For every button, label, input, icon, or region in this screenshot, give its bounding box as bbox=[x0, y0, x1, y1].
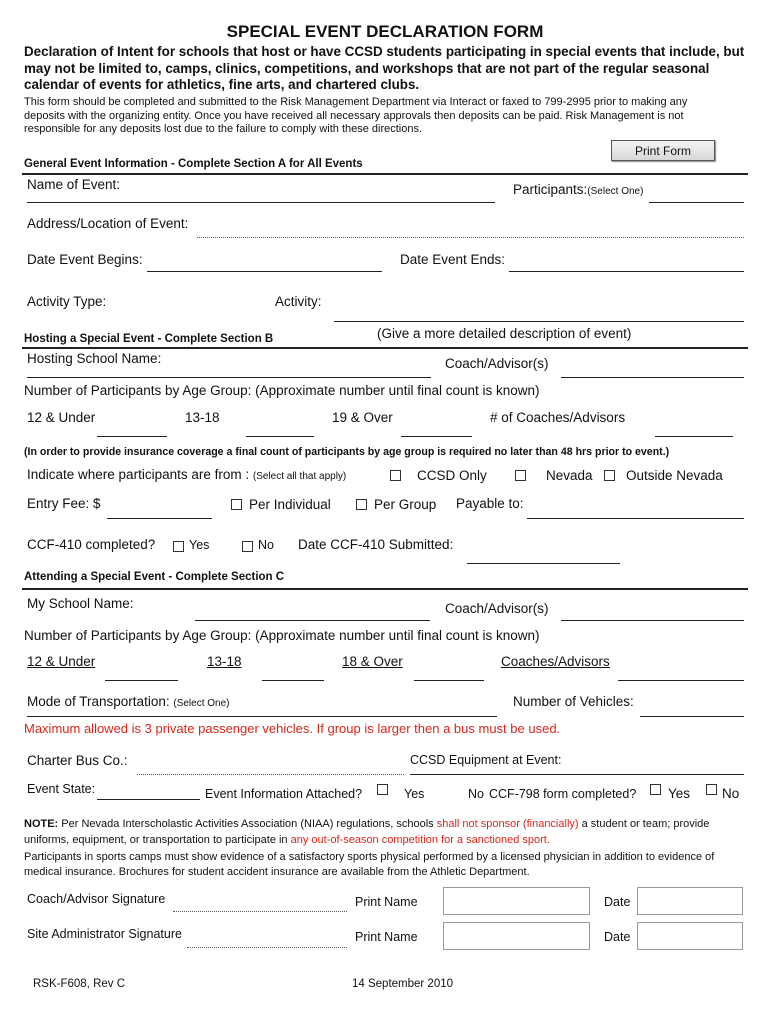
section-b-rule bbox=[22, 347, 748, 349]
event-state-label: Event State: bbox=[27, 782, 96, 796]
ccf410-no-checkbox[interactable] bbox=[242, 541, 253, 552]
intro-text: Declaration of Intent for schools that host or have CCSD students participating in special events that include, but may not be limited to, camps, clinics, competitions, and workshops that are not part of the regular seasonal calendar of events for athletics, fine arts, and chartered clubs. bbox=[24, 44, 745, 92]
niaa-note bbox=[24, 817, 744, 848]
coach-date-label: Date bbox=[604, 895, 631, 909]
name-of-event-label: Name of Event: bbox=[27, 177, 121, 192]
date-ccf410-field[interactable] bbox=[467, 563, 620, 564]
ccf798-label: CCF-798 form completed? bbox=[489, 787, 637, 801]
host-age-19-label: 19 & Over bbox=[332, 410, 393, 425]
insurance-note: (In order to provide insurance coverage a final count of participants by age group is required no later than 48 hrs prior to event.) bbox=[24, 446, 670, 458]
event-info-label: Event Information Attached? bbox=[205, 787, 363, 801]
host-age-19-field[interactable] bbox=[401, 436, 472, 437]
date-ends-label: Date Event Ends: bbox=[400, 252, 506, 267]
attend-age-13-label: 13-18 bbox=[207, 654, 242, 669]
ccsd-equipment-label: CCSD Equipment at Event: bbox=[410, 753, 562, 767]
per-group-checkbox[interactable] bbox=[356, 499, 367, 510]
admin-print-name-input[interactable] bbox=[443, 922, 590, 950]
attend-age-18-label: 18 & Over bbox=[342, 654, 403, 669]
host-age-12-label: 12 & Under bbox=[27, 410, 96, 425]
nevada-checkbox[interactable] bbox=[515, 470, 526, 481]
my-school-field[interactable] bbox=[195, 620, 430, 621]
note-label: NOTE: bbox=[24, 818, 59, 830]
attend-coaches-label: Coaches/Advisors bbox=[501, 654, 610, 669]
form-id: RSK-F608, Rev C bbox=[33, 978, 126, 990]
hosting-school-label: Hosting School Name: bbox=[27, 351, 162, 366]
date-ends-field[interactable] bbox=[509, 271, 744, 272]
ccsd-only-label: CCSD Only bbox=[417, 468, 487, 483]
attend-age-12-field[interactable] bbox=[105, 680, 178, 681]
attend-age-group-label: Number of Participants by Age Group: (Approximate number until final count is known) bbox=[24, 628, 540, 643]
attend-coaches-field[interactable] bbox=[618, 680, 744, 681]
payable-to-label: Payable to: bbox=[456, 496, 524, 511]
transport-select-hint: (Select One) bbox=[173, 698, 230, 709]
per-group-label: Per Group bbox=[374, 497, 437, 512]
name-of-event-field[interactable] bbox=[27, 202, 495, 203]
date-begins-label: Date Event Begins: bbox=[27, 252, 143, 267]
outside-nevada-checkbox[interactable] bbox=[604, 470, 615, 481]
nevada-label: Nevada bbox=[546, 468, 593, 483]
entry-fee-label: Entry Fee: $ bbox=[27, 496, 101, 511]
event-state-field[interactable] bbox=[97, 799, 200, 800]
my-school-label: My School Name: bbox=[27, 596, 134, 611]
coach-date-input[interactable] bbox=[637, 887, 743, 915]
per-individual-checkbox[interactable] bbox=[231, 499, 242, 510]
participants-select-hint: (Select One) bbox=[587, 186, 644, 197]
hosting-school-field[interactable] bbox=[27, 377, 431, 378]
physical-note: Participants in sports camps must show evidence of a satisfactory sports physical performed by a licensed physician in addition to evidence of medical insurance. Brochures for student accident insurance are available from the Athletic Department. bbox=[24, 851, 715, 878]
date-begins-field[interactable] bbox=[147, 271, 382, 272]
activity-type-label: Activity Type: bbox=[27, 294, 107, 309]
date-ccf410-label: Date CCF-410 Submitted: bbox=[298, 537, 454, 552]
participants-from-label bbox=[27, 467, 346, 482]
select-all-hint: (Select all that apply) bbox=[252, 471, 347, 482]
note-part1: Per Nevada Interscholastic Activities Association (NIAA) regulations, schools bbox=[61, 818, 434, 830]
ccf410-yes-label: Yes bbox=[189, 538, 210, 552]
participants-label bbox=[513, 182, 643, 197]
coach-signature-field[interactable] bbox=[173, 911, 347, 912]
attend-coach-label: Coach/Advisor(s) bbox=[445, 601, 549, 616]
note-part3: equipment, or transportation to participate in bbox=[72, 833, 288, 846]
participants-text: Participants: bbox=[513, 182, 588, 197]
coach-signature-label: Coach/Advisor Signature bbox=[27, 892, 166, 906]
ccf798-no-label: No bbox=[722, 786, 740, 801]
activity-description-hint: (Give a more detailed description of event) bbox=[377, 326, 632, 341]
ccf798-yes-checkbox[interactable] bbox=[650, 784, 661, 795]
attend-age-12-label: 12 & Under bbox=[27, 654, 96, 669]
note-part2: a student or team; provide uniforms, bbox=[24, 818, 710, 846]
ccf410-no-label: No bbox=[258, 538, 274, 552]
entry-fee-field[interactable] bbox=[107, 518, 212, 519]
ccf410-label: CCF-410 completed? bbox=[27, 537, 156, 552]
ccf410-yes-checkbox[interactable] bbox=[173, 541, 184, 552]
section-c-heading: Attending a Special Event - Complete Section C bbox=[24, 571, 285, 583]
admin-signature-field[interactable] bbox=[187, 947, 347, 948]
ccf798-no-checkbox[interactable] bbox=[706, 784, 717, 795]
section-a-heading: General Event Information - Complete Section A for All Events bbox=[24, 158, 363, 170]
transport-text: Mode of Transportation: bbox=[27, 694, 170, 709]
section-c-rule bbox=[22, 588, 748, 590]
payable-to-field[interactable] bbox=[527, 518, 744, 519]
section-b-heading: Hosting a Special Event - Complete Section B bbox=[24, 333, 274, 345]
host-coaches-count-field[interactable] bbox=[655, 436, 733, 437]
participants-select[interactable] bbox=[649, 202, 744, 203]
coach-print-name-label: Print Name bbox=[355, 895, 418, 909]
host-coach-field[interactable] bbox=[561, 377, 744, 378]
event-info-yes-label: Yes bbox=[404, 787, 425, 801]
form-title: SPECIAL EVENT DECLARATION FORM bbox=[226, 22, 544, 41]
form-date: 14 September 2010 bbox=[352, 978, 454, 990]
attend-age-13-field[interactable] bbox=[262, 680, 324, 681]
host-coaches-count-label: # of Coaches/Advisors bbox=[490, 410, 626, 425]
host-age-group-label: Number of Participants by Age Group: (Approximate number until final count is known) bbox=[24, 383, 540, 398]
vehicles-field[interactable] bbox=[640, 716, 744, 717]
transport-label bbox=[27, 694, 230, 709]
ccsd-only-checkbox[interactable] bbox=[390, 470, 401, 481]
per-individual-label: Per Individual bbox=[249, 497, 331, 512]
admin-print-name-label: Print Name bbox=[355, 930, 418, 944]
address-label: Address/Location of Event: bbox=[27, 216, 189, 231]
max-vehicles-warning: Maximum allowed is 3 private passenger vehicles. If group is larger then a bus must be used. bbox=[24, 721, 561, 736]
attend-age-18-field[interactable] bbox=[414, 680, 484, 681]
attend-coach-field[interactable] bbox=[561, 620, 744, 621]
section-a-rule bbox=[22, 173, 748, 175]
vehicles-label: Number of Vehicles: bbox=[513, 694, 634, 709]
host-age-13-label: 13-18 bbox=[185, 410, 220, 425]
participants-from-text: Indicate where participants are from : bbox=[27, 467, 250, 482]
ccf798-yes-label: Yes bbox=[668, 786, 691, 801]
event-info-no-label: No bbox=[468, 787, 484, 801]
print-form-button[interactable]: Print Form bbox=[611, 140, 715, 161]
transport-select[interactable] bbox=[27, 716, 497, 717]
admin-signature-label: Site Administrator Signature bbox=[27, 927, 182, 941]
activity-field[interactable] bbox=[334, 321, 744, 322]
host-coach-label: Coach/Advisor(s) bbox=[445, 356, 549, 371]
event-info-yes-checkbox[interactable] bbox=[377, 784, 388, 795]
instructions-text: This form should be completed and submitted to the Risk Management Department via Interact or faxed to 799-2995 prior to making any deposits with the organizing entity. Once you have received all necessary approvals then deposits can be paid. Risk Management is not responsible for any deposits lost due to the failure to comply with these directions. bbox=[24, 96, 688, 135]
charter-bus-label: Charter Bus Co.: bbox=[27, 753, 128, 768]
charter-bus-field[interactable] bbox=[137, 774, 404, 775]
note-red-2: any out-of-season competition for a sanctioned sport. bbox=[290, 833, 550, 846]
coach-print-name-input[interactable] bbox=[443, 887, 590, 915]
host-age-13-field[interactable] bbox=[246, 436, 314, 437]
ccsd-equipment-field[interactable] bbox=[410, 774, 744, 775]
note-red-1: shall not sponsor (financially) bbox=[436, 818, 579, 830]
admin-date-label: Date bbox=[604, 930, 631, 944]
activity-label: Activity: bbox=[275, 294, 322, 309]
admin-date-input[interactable] bbox=[637, 922, 743, 950]
address-field[interactable] bbox=[197, 237, 744, 238]
host-age-12-field[interactable] bbox=[97, 436, 167, 437]
outside-nevada-label: Outside Nevada bbox=[626, 468, 723, 483]
